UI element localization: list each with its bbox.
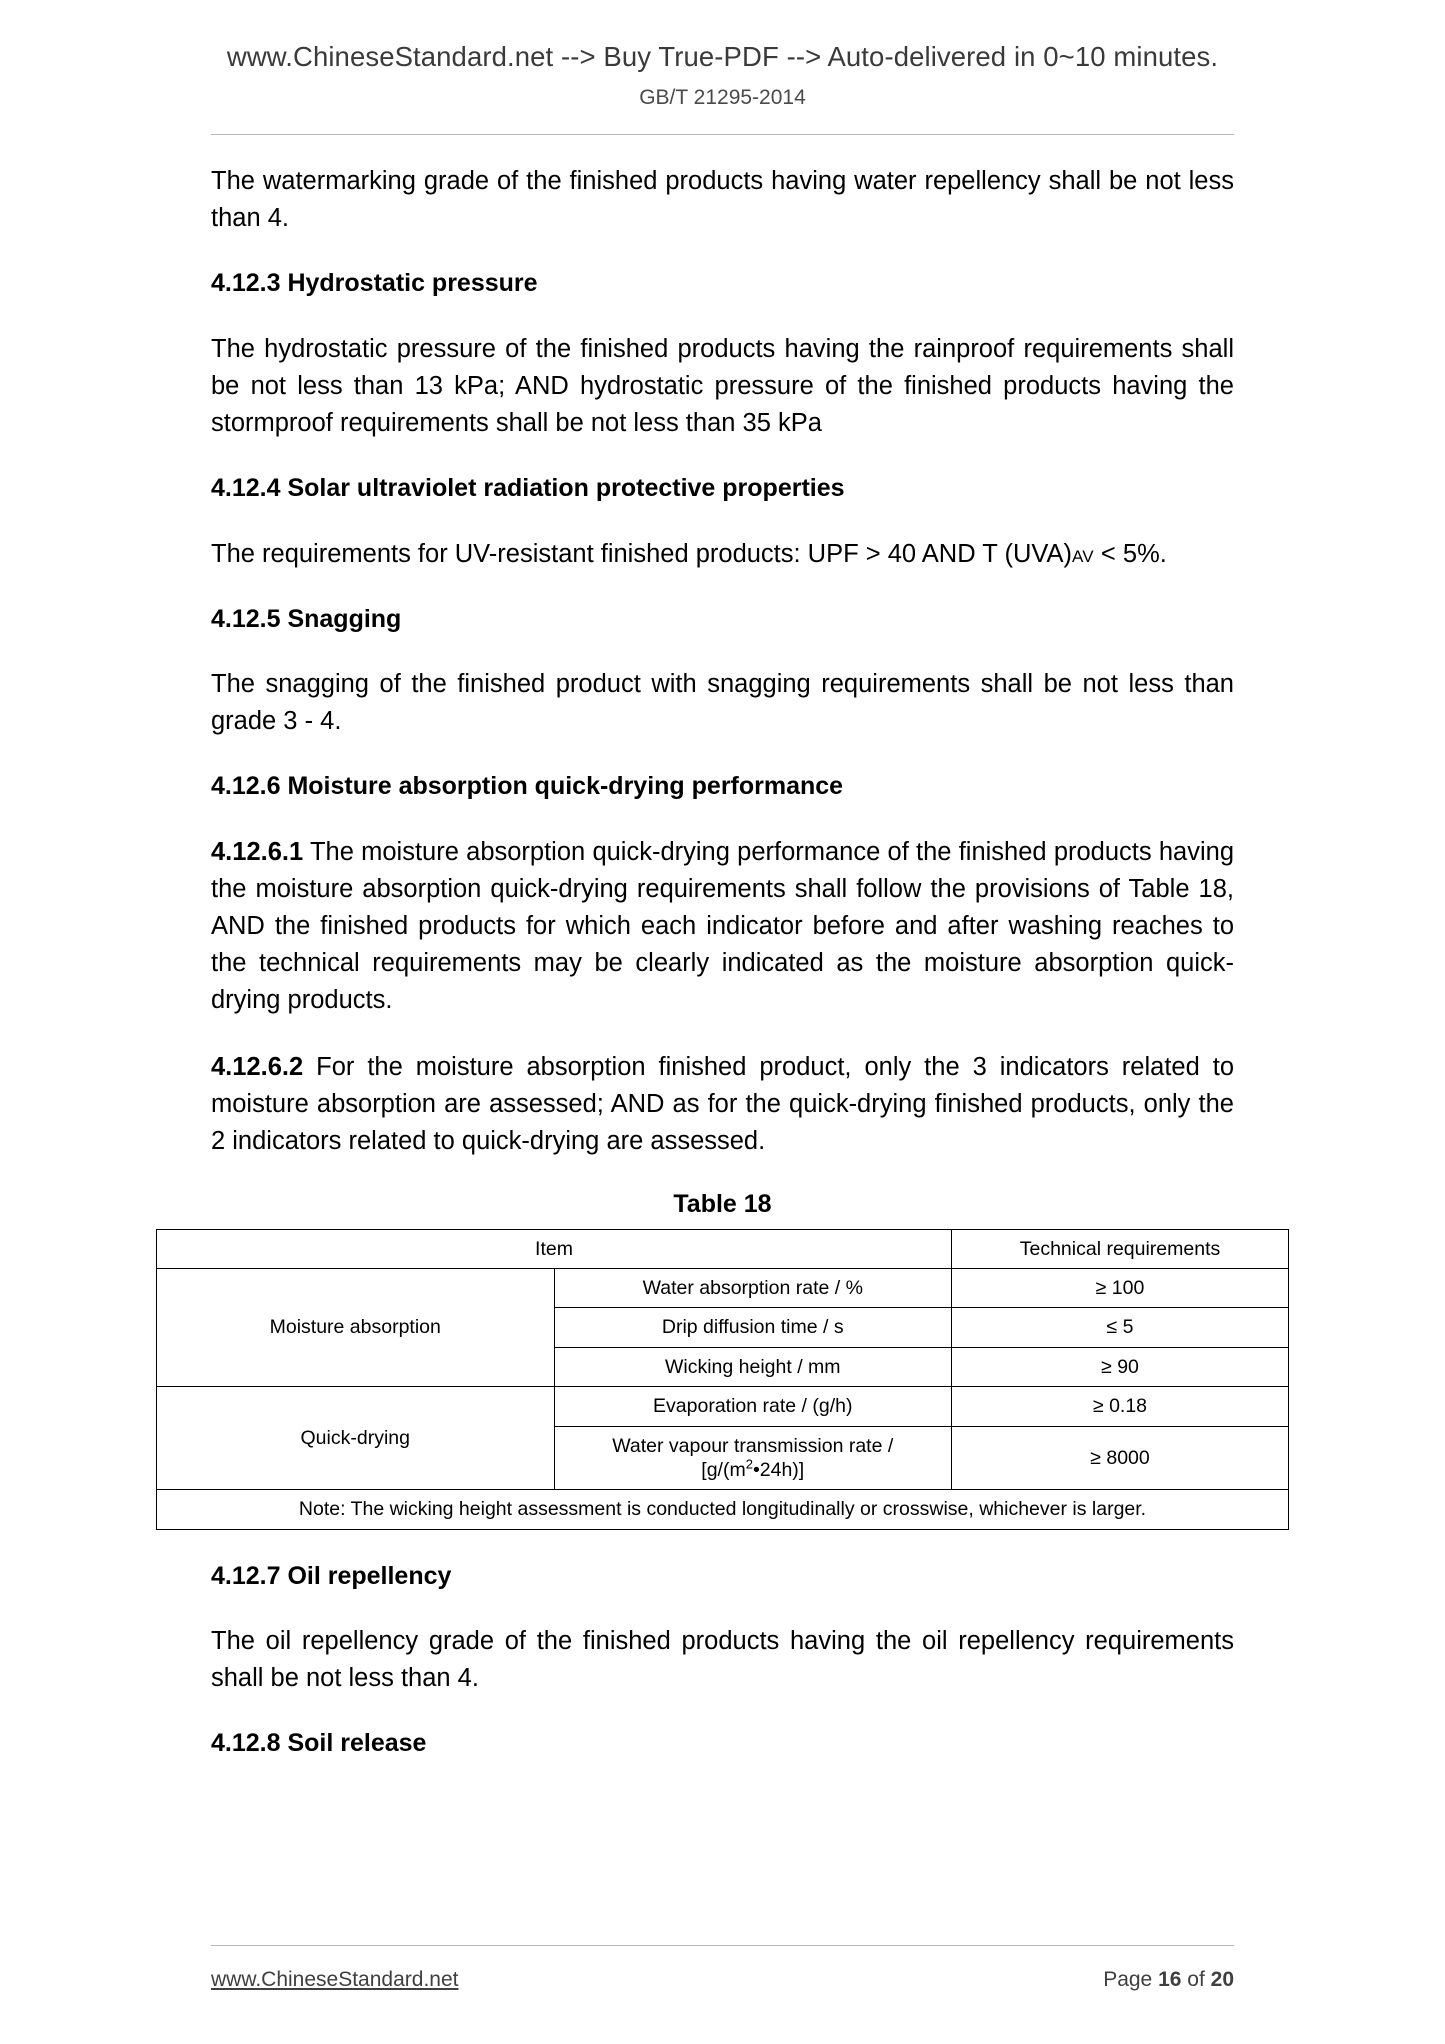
cell-item: Wicking height / mm [554,1347,952,1386]
uv-text-pre: The requirements for UV-resistant finished products: UPF > 40 AND T (UVA) [211,539,1072,568]
footer-website-link[interactable]: www.ChineseStandard.net [211,1968,459,1991]
paragraph-hydrostatic: The hydrostatic pressure of the finished products having the rainproof requirements shall be not less than 13 kPa; AND hydrostatic pressure of the finished products having the stormproof requirements shall be not less than 35 kPa [211,334,1234,437]
heading-4-12-8: 4.12.8 Soil release [211,1729,427,1758]
page-number [1103,1968,1234,1992]
page-current: 16 [1158,1968,1182,1991]
heading-4-12-5: 4.12.5 Snagging [211,604,402,633]
paragraph-4-12-6-2 [211,1049,1234,1160]
heading-4-12-6: 4.12.6 Moisture absorption quick-drying performance [211,772,844,801]
table-caption: Table 18 [673,1189,772,1218]
page-header [0,0,1445,135]
page-label-of: of [1187,1968,1205,1991]
wvtr-text-post: •24h)] [752,1458,805,1481]
table-header-row [157,1229,1289,1268]
heading-4-12-7: 4.12.7 Oil repellency [211,1561,452,1590]
uv-text-post: < 5%. [1100,539,1167,568]
cell-value: ≥ 8000 [952,1426,1289,1490]
cell-item: Evaporation rate / (g/h) [554,1387,952,1426]
paragraph-snagging: The snagging of the finished product with snagging requirements shall be not less than grade 3 - 4. [211,670,1234,736]
paragraph-watermarking: The watermarking grade of the finished products having water repellency shall be not less than 4. [211,167,1234,233]
wvtr-superscript: 2 [745,1456,753,1472]
cell-value: ≥ 100 [952,1269,1289,1308]
table-18 [156,1229,1289,1530]
group-cell-quick-drying: Quick-drying [157,1387,555,1490]
heading-4-12-3: 4.12.3 Hydrostatic pressure [211,269,538,298]
cell-value: ≥ 90 [952,1347,1289,1386]
cell-item-wvtr [554,1426,952,1490]
column-header-item: Item [157,1229,952,1268]
table-note-row [157,1490,1289,1529]
page-label-prefix: Page [1103,1968,1153,1991]
page-total: 20 [1210,1968,1234,1991]
standard-number: GB/T 21295-2014 [639,86,806,109]
cell-item: Drip diffusion time / s [554,1308,952,1347]
clause-number-4-12-6-1: 4.12.6.1 [211,837,304,866]
wvtr-text-pre: Water vapour transmission rate / [g/(m [612,1434,894,1481]
document-body [211,135,1234,1761]
paragraph-oil-repellency: The oil repellency grade of the finished products having the oil repellency requirements shall be not less than 4. [211,1627,1234,1693]
heading-4-12-4: 4.12.4 Solar ultraviolet radiation protective properties [211,473,845,502]
cell-value: ≤ 5 [952,1308,1289,1347]
clause-number-4-12-6-2: 4.12.6.2 [211,1052,304,1081]
footer-divider [211,1945,1234,1946]
clause-text-4-12-6-1: The moisture absorption quick-drying performance of the finished products having the moisture absorption quick-drying requirements shall follow the provisions of Table 18, AND the finished products for which each indicator before and after washing reaches to the technical requirements may be clearly indicated as the moisture absorption quick-drying products. [211,837,1235,1014]
cell-value: ≥ 0.18 [952,1387,1289,1426]
clause-text-4-12-6-2: For the moisture absorption finished product, only the 3 indicators related to moisture absorption are assessed; AND as for the quick-drying finished products, only the 2 indicators related to quick-drying are assessed. [211,1052,1234,1155]
paragraph-uv [211,536,1234,573]
cell-item: Water absorption rate / % [554,1269,952,1308]
promo-banner: www.ChineseStandard.net --> Buy True-PDF --> Auto-delivered in 0~10 minutes. [226,41,1219,72]
table-row [157,1269,1289,1308]
paragraph-4-12-6-1 [211,834,1234,1019]
page-footer [0,1945,1445,1992]
footer-row [211,1968,1234,1992]
column-header-technical-requirements: Technical requirements [952,1229,1289,1268]
table-row [157,1387,1289,1426]
group-cell-moisture-absorption: Moisture absorption [157,1269,555,1387]
table-note: Note: The wicking height assessment is conducted longitudinally or crosswise, whichever is larger. [157,1490,1289,1529]
uv-subscript-av: AV [1071,546,1094,566]
